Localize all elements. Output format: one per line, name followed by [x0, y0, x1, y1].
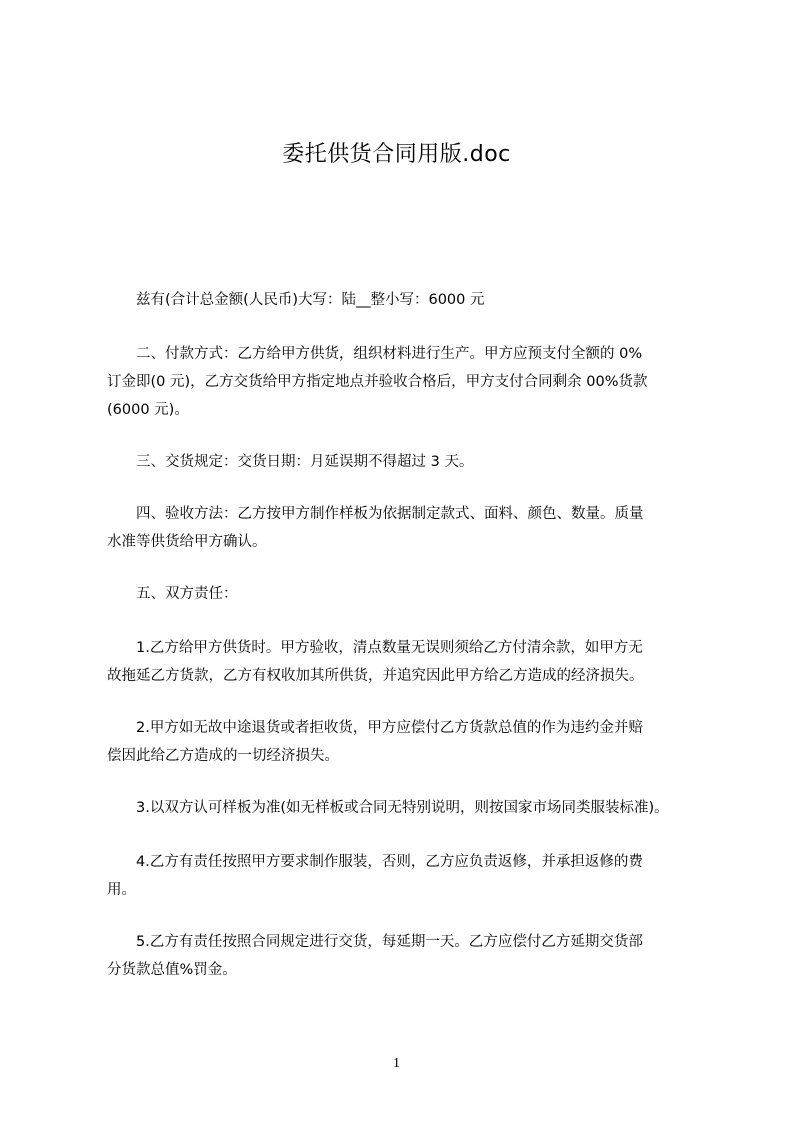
- paragraph-line: 偿因此给乙方造成的一切经济损失。: [107, 748, 339, 764]
- paragraph-line: 4.乙方有责任按照甲方要求制作服装，否则，乙方应负责返修，并承担返修的费: [136, 854, 643, 870]
- clause-5: [107, 928, 707, 984]
- clause-2: [107, 714, 707, 770]
- paragraph-line: 订金即(0 元)，乙方交货给甲方指定地点并验收合格后，甲方支付合同剩余 00%货款: [107, 374, 648, 390]
- paragraph-responsibilities-heading: [107, 580, 707, 608]
- paragraph-line: 5.乙方有责任按照合同规定进行交货，每延期一天。乙方应偿付乙方延期交货部: [136, 934, 643, 950]
- paragraph-line: 水准等供货给甲方确认。: [107, 534, 267, 550]
- paragraph-line: 3.以双方认可样板为准(如无样板或合同无特别说明，则按国家市场同类服装标准)。: [136, 800, 669, 816]
- document-title: 委托供货合同用版.doc: [282, 142, 511, 167]
- clause-3: [107, 794, 707, 822]
- paragraph-total-amount: [107, 286, 707, 314]
- paragraph-delivery-rules: [107, 448, 707, 476]
- paragraph-line: 五、双方责任：: [136, 586, 238, 602]
- clause-4: [107, 848, 707, 904]
- paragraph-line: 2.甲方如无故中途退货或者拒收货，甲方应偿付乙方货款总值的作为违约金并赔: [136, 720, 643, 736]
- paragraph-line: 分货款总值%罚金。: [107, 962, 237, 978]
- paragraph-line: 二、付款方式：乙方给甲方供货，组织材料进行生产。甲方应预支付全额的 0%: [136, 346, 643, 362]
- page-number: 1: [393, 1056, 400, 1071]
- paragraph-line: 兹有(合计总金额(人民币)大写：陆__整小写：6000 元: [136, 292, 485, 308]
- paragraph-payment-method: [107, 340, 707, 424]
- paragraph-line: 故拖延乙方货款，乙方有权收加其所供货，并追究因此甲方给乙方造成的经济损失。: [107, 668, 644, 684]
- clause-1: [107, 634, 707, 690]
- paragraph-line: 四、验收方法：乙方按甲方制作样板为依据制定款式、面料、颜色、数量。质量: [136, 506, 644, 522]
- paragraph-acceptance-method: [107, 500, 707, 556]
- paragraph-line: 1.乙方给甲方供货时。甲方验收，清点数量无误则须给乙方付清余款，如甲方无: [136, 640, 643, 656]
- paragraph-line: (6000 元)。: [107, 402, 189, 418]
- paragraph-line: 三、交货规定：交货日期：月延误期不得超过 3 天。: [136, 454, 474, 470]
- paragraph-line: 用。: [107, 882, 136, 898]
